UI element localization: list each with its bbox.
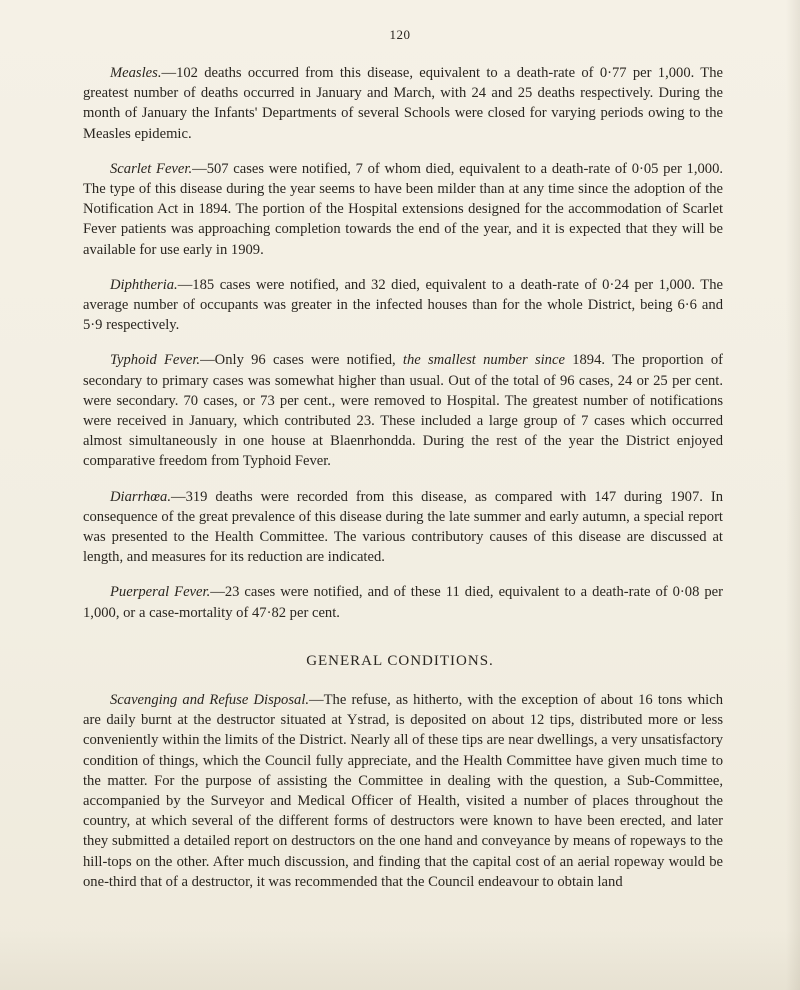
paragraph [83, 582, 723, 622]
paragraph-lead: Measles. [110, 65, 162, 81]
paragraph [83, 159, 723, 260]
section-heading: GENERAL CONDITIONS. [306, 653, 494, 669]
paragraph-text: —507 cases were notified, 7 of whom died, equivalent to a death-rate of 0·05 per 1,000. The type of this disease during the year seems to have been milder than at any time since the adoption of the Notification Act in 1894. The portion of the Hospital extensions designed for the accommodation of Scarlet Fever patients was approaching completion towards the end of the year, and it is expected that they will be available for use early in 1909. [83, 160, 724, 258]
page-number: 120 [389, 27, 411, 42]
paragraph [83, 690, 723, 892]
emphasized-text: the smallest number since [402, 352, 565, 369]
paragraph-text: —185 cases were notified, and 32 died, equivalent to a death-rate of 0·24 per 1,000. The average number of occupants was greater in the infected houses than for the whole District, being 6·6 and 5·9 respectively. [83, 276, 723, 334]
paragraph-lead: Diphtheria. [110, 276, 178, 293]
paragraph-lead: Diarrhœa. [110, 488, 171, 505]
paragraph-text: —23 cases were notified, and of these 11 died, equivalent to a death-rate of 0·08 per 1,000, or a case-mortality of 47·82 per cent. [83, 584, 724, 621]
page-edge-shadow [786, 0, 800, 990]
paragraph-text: —102 deaths occurred from this disease, equivalent to a death-rate of 0·77 per 1,000. The greatest number of deaths occurred in January and March, with 24 and 25 deaths respectively. During the month of January the Infants' Departments of several Schools were closed for varying periods owing to the Measles epidemic. [83, 65, 723, 142]
paragraph [83, 487, 723, 568]
paragraph-text: 1894. The proportion of secondary to primary cases was somewhat higher than usual. Out of the total of 96 cases, 24 or 25 per cent. were secondary. 70 cases, or 73 per cent., were removed to Hospital. The greatest number of notifications were received in January, which contributed 23. These included a large group of 7 cases which occurred almost simultaneously in one house at Blaenrhondda. During the rest of the year the District enjoyed comparative freedom from Typhoid Fever. [83, 352, 723, 470]
paragraph-text: —319 deaths were recorded from this disease, as compared with 147 during 1907. In consequence of the great prevalence of this disease during the late summer and early autumn, a special report was presented to the Health Committee. The various contributory causes of this disease are discussed at length, and measures for its reduction are indicated. [83, 488, 723, 566]
paragraph-text: —The refuse, as hitherto, with the exception of about 16 tons which are daily burnt at the destructor situated at Ystrad, is deposited on about 12 tips, distributed more or less conveniently within the limits of the District. Nearly all of these tips are near dwellings, a very unsatisfactory condition of things, which the Council fully appreciate, and the Health Committee have given much time to the matter. For the purpose of assisting the Committee in dealing with the question, a Sub-Committee, accompanied by the Surveyor and Medical Officer of Health, visited a number of places throughout the country, at which several of the different forms of destructors were known to have been erected, and later they submitted a detailed report on destructors on the one hand and conveyance by means of ropeways to the hill-tops on the other. After much discussion, and finding that the capital cost of an aerial ropeway would be one-third that of a destructor, it was recommended that the Council endeavour to obtain land [83, 692, 723, 890]
paragraph [83, 63, 723, 144]
paragraph-lead: Scarlet Fever. [110, 160, 193, 177]
paragraph-lead: Scavenging and Refuse Disposal. [110, 692, 310, 708]
paragraph [83, 275, 723, 336]
paragraph-lead: Typhoid Fever. [110, 352, 201, 369]
general-conditions-body [83, 690, 723, 892]
paragraph-text: —Only 96 cases were notified, [200, 352, 403, 369]
disease-reports [83, 63, 723, 623]
page-bottom-shade [0, 930, 800, 990]
paragraph [83, 350, 723, 471]
paragraph-lead: Puerperal Fever. [110, 584, 211, 601]
